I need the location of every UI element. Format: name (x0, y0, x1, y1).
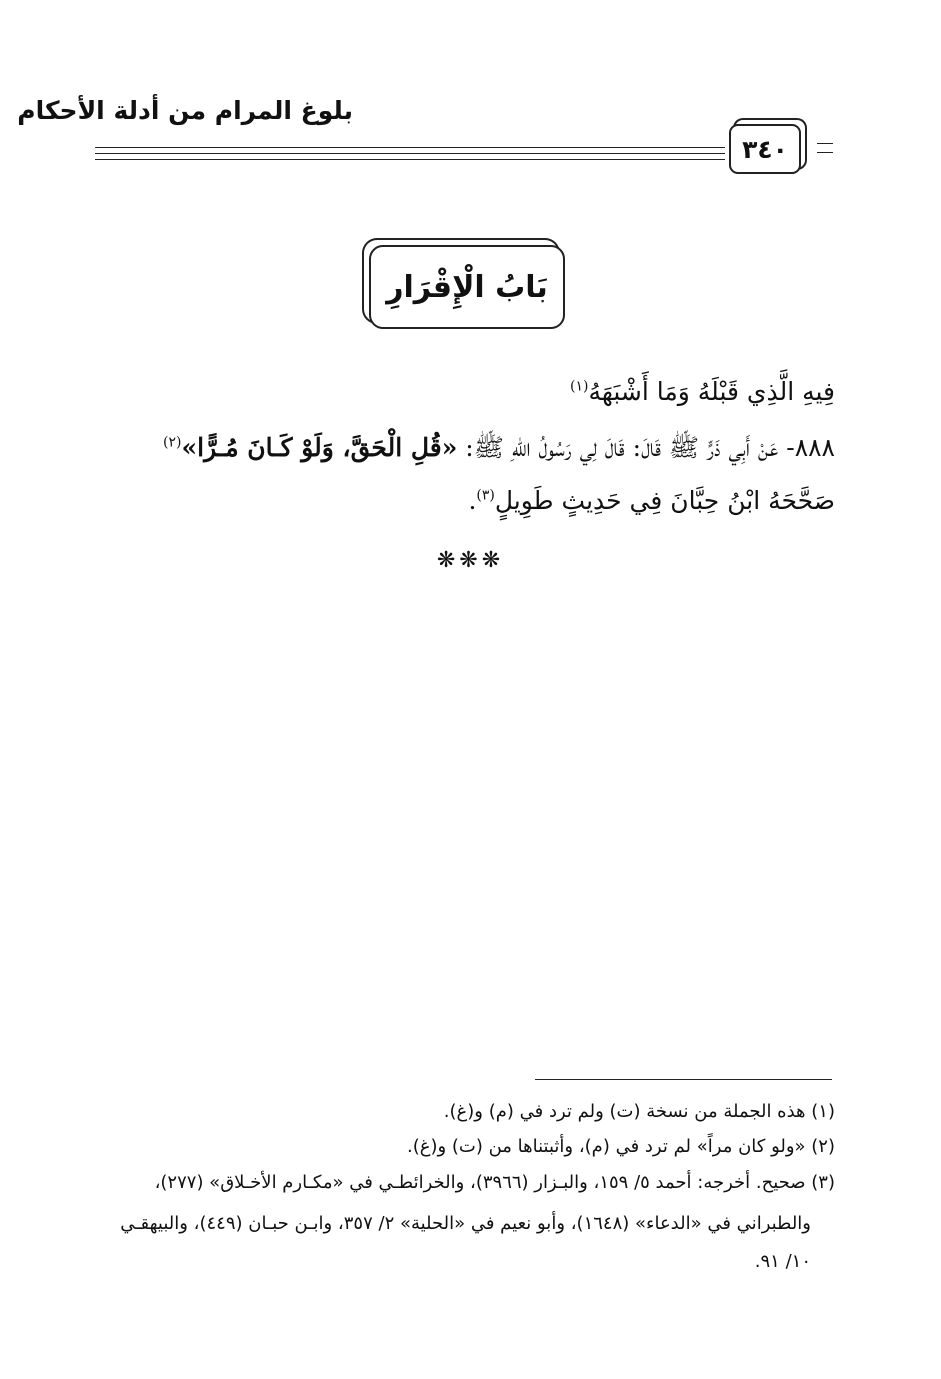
body-line-1-text: فِيهِ الَّذِي قَبْلَهُ وَمَا أَشْبَهَهُ (588, 377, 835, 406)
footnote-3-line-2: والطبراني في «الدعاء» (١٦٤٨)، وأبو نعيم في «الحلية» ٢/ ٣٥٧، وابـن حبـان (٤٤٩)، والبيهقـي (120, 1213, 811, 1234)
chapter-title-box (369, 245, 565, 329)
sentence-end: . (468, 486, 477, 515)
authentication-text: صَحَّحَهُ ابْنُ حِبَّانَ فِي حَدِيثٍ طَوِيلٍ (494, 486, 835, 515)
footnote-ref-3: (٣) (476, 487, 495, 504)
hadith-quote: «قُلِ الْحَقَّ، وَلَوْ كَـانَ مُـرًّا» (181, 433, 458, 462)
section-separator: ❋❋❋ (436, 548, 505, 573)
header-rule (95, 153, 725, 154)
page-number: ٣٤٠ (742, 134, 788, 164)
header-ornament (817, 143, 833, 161)
footnote-3-line-1: (٣) صحيح. أخرجه: أحمد ٥/ ١٥٩، والبـزار (٣٩٦٦)، والخرائطـي في «مكـارم الأخـلاق» (٢٧٧)، (154, 1172, 835, 1193)
page-number-box (729, 124, 801, 174)
hadith-line (100, 428, 835, 468)
footnote-3-line-3: ١٠/ ٩١. (754, 1251, 811, 1272)
book-title: بلوغ المرام من أدلة الأحكام (17, 96, 353, 125)
header-rule (95, 147, 725, 148)
body-line-1 (100, 372, 835, 412)
chapter-title: بَابُ الْإِقْرَارِ (386, 269, 548, 305)
header-rule (95, 159, 725, 160)
footnote-ref-1: (١) (569, 378, 589, 395)
footnote-1: (١) هذه الجملة من نسخة (ت) ولم ترد في (م) و(غ). (443, 1101, 835, 1122)
hadith-narration: ٨٨٨- عَنْ أَبِي ذَرٍّ ﷺ قَالَ: قَالَ لِي رَسُولُ اللهِ ﷺ: (457, 433, 835, 462)
body-line-3 (100, 481, 835, 521)
footnote-rule (535, 1079, 832, 1080)
footnote-ref-2: (٢) (163, 434, 182, 451)
footnote-2: (٢) «ولو كان مراً» لم ترد في (م)، وأثبتناها من (ت) و(غ). (406, 1136, 835, 1157)
